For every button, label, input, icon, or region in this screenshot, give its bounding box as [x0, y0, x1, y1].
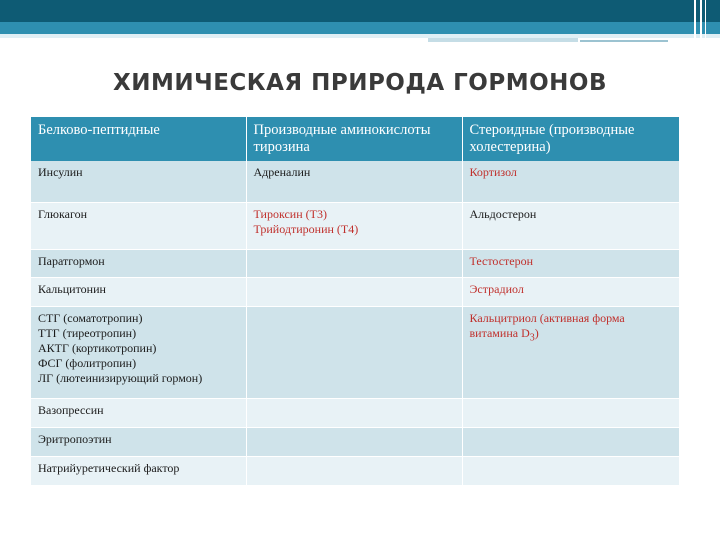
table-row: [31, 427, 679, 456]
decor-vertical-stripes: [690, 0, 720, 48]
cell-col3: [462, 456, 679, 485]
table-row: [31, 277, 679, 306]
calcitriol-text-end: ): [534, 325, 539, 340]
table-header-row: [31, 117, 679, 161]
table-row: [31, 161, 679, 202]
cell-col2: [246, 306, 462, 398]
hormones-table: [31, 117, 680, 486]
slide-title: ХИМИЧЕСКАЯ ПРИРОДА ГОРМОНОВ: [112, 70, 607, 96]
cell-col3: [462, 306, 679, 398]
cell-col2: [246, 456, 462, 485]
table-row: [31, 306, 679, 398]
cell-col1: Эритропоэтин: [31, 427, 246, 456]
table-row: [31, 398, 679, 427]
cell-col3: Кортизол: [462, 161, 679, 202]
cell-col3: [462, 427, 679, 456]
top-decor-thin-line: [0, 34, 720, 38]
cell-col1: Паратгормон: [31, 249, 246, 277]
cell-col3: Эстрадиол: [462, 277, 679, 306]
cell-col2: [246, 277, 462, 306]
cell-col3: Тестостерон: [462, 249, 679, 277]
cell-col2: [246, 249, 462, 277]
cell-col1: СТГ (соматотропин) ТТГ (тиреотропин) АКТГ (кортикотропин) ФСГ (фолитропин) ЛГ (лютеинизирующий гормон): [31, 306, 246, 398]
calcitriol-text: Кальцитриол (активная форма витамина D: [469, 310, 625, 340]
cell-col1: Кальцитонин: [31, 277, 246, 306]
top-decor-band: [0, 22, 720, 34]
cell-col2: [246, 398, 462, 427]
decor-accent-line-2: [580, 40, 668, 42]
top-decor-bar: [0, 0, 720, 22]
calcitriol-subscript: 3: [529, 331, 535, 343]
cell-col3: [462, 398, 679, 427]
header-steroid: Стероидные (производные холестерина): [462, 117, 679, 161]
cell-col3: Альдостерон: [462, 202, 679, 249]
cell-col1: Глюкагон: [31, 202, 246, 249]
decor-accent-line: [428, 38, 578, 42]
cell-col1: Натрийуретический фактор: [31, 456, 246, 485]
table-row: [31, 456, 679, 485]
header-protein-peptide: Белково-пептидные: [31, 117, 246, 161]
table-row: [31, 202, 679, 249]
cell-col2: Тироксин (Т3) Трийодтиронин (Т4): [246, 202, 462, 249]
cell-col2: [246, 427, 462, 456]
cell-col1: Вазопрессин: [31, 398, 246, 427]
table-row: [31, 249, 679, 277]
cell-col1: Инсулин: [31, 161, 246, 202]
cell-col2: Адреналин: [246, 161, 462, 202]
header-tyrosine-derivatives: Производные аминокислоты тирозина: [246, 117, 462, 161]
